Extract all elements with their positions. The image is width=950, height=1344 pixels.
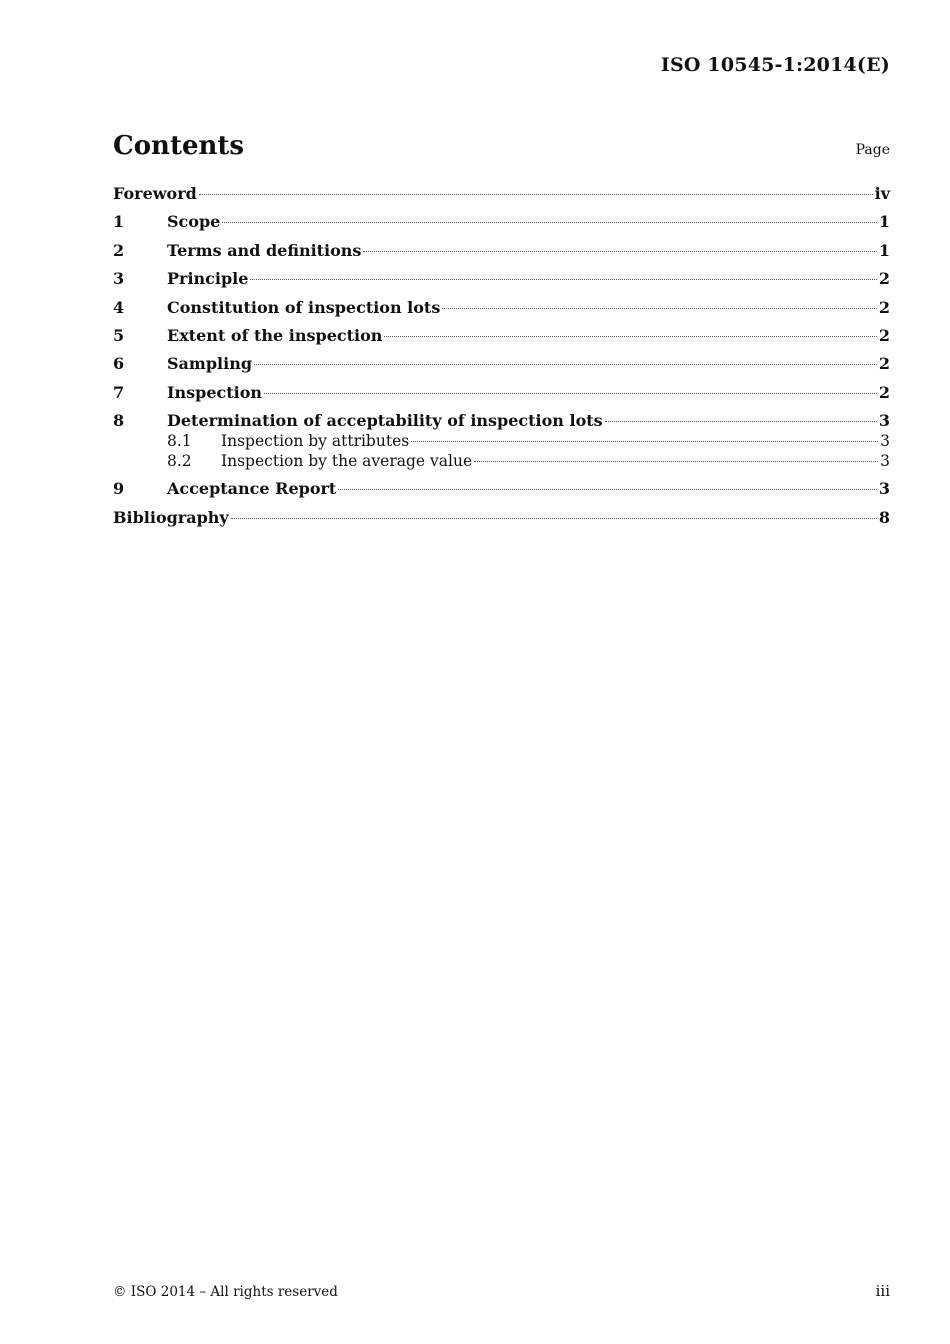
- toc-entry[interactable]: [113, 411, 890, 431]
- toc-dot-leader: [231, 518, 877, 519]
- toc-entry-title[interactable]: Sampling: [167, 354, 253, 374]
- toc-entry-title[interactable]: Inspection by the average value: [221, 452, 473, 471]
- toc-entry-number: 7: [113, 382, 125, 402]
- toc-entry-page[interactable]: 8: [878, 507, 890, 527]
- toc-entry-page[interactable]: 3: [878, 479, 890, 499]
- page-number: iii: [875, 1282, 890, 1300]
- toc-entry-title[interactable]: Constitution of inspection lots: [167, 297, 441, 317]
- toc-entry-number: 4: [113, 297, 125, 317]
- toc-dot-leader: [338, 489, 877, 490]
- toc-entry[interactable]: [113, 508, 890, 528]
- toc-entry[interactable]: [113, 383, 890, 403]
- toc-entry-number: 3: [113, 269, 125, 289]
- toc-entry-title[interactable]: Terms and definitions: [167, 240, 362, 260]
- toc-entry-number: 2: [113, 240, 125, 260]
- document-id-header: ISO 10545-1:2014(E): [660, 54, 890, 76]
- toc-entry-page[interactable]: 3: [878, 411, 890, 431]
- toc-entry[interactable]: [113, 479, 890, 499]
- toc-entry[interactable]: [113, 298, 890, 318]
- toc-dot-leader: [411, 441, 878, 442]
- toc-entry[interactable]: [113, 354, 890, 374]
- toc-entry-page[interactable]: 1: [878, 212, 890, 232]
- toc-entry[interactable]: [113, 269, 890, 289]
- toc-entry-title[interactable]: Foreword: [113, 184, 197, 203]
- toc-entry-title[interactable]: Scope: [167, 212, 221, 232]
- toc-entry[interactable]: [113, 326, 890, 346]
- toc-dot-leader: [264, 393, 877, 394]
- toc-dot-leader: [363, 251, 876, 252]
- toc-entry-page[interactable]: 2: [878, 354, 890, 374]
- toc-entry-title[interactable]: Inspection: [167, 382, 263, 402]
- toc-entry-title[interactable]: Extent of the inspection: [167, 325, 383, 345]
- toc-entry-title[interactable]: Bibliography: [113, 507, 229, 527]
- toc-entry-number: 8.1: [167, 432, 192, 451]
- toc-dot-leader: [605, 421, 877, 422]
- toc-entry-number: 1: [113, 212, 125, 232]
- toc-entry[interactable]: [113, 212, 890, 232]
- toc-dot-leader: [442, 308, 877, 309]
- toc-entry-number: 9: [113, 479, 125, 499]
- toc-dot-leader: [384, 336, 876, 337]
- toc-entry-number: 5: [113, 325, 125, 345]
- toc-entry-page[interactable]: 3: [880, 432, 890, 451]
- toc-entry-title[interactable]: Inspection by attributes: [221, 432, 410, 451]
- toc-dot-leader: [222, 222, 877, 223]
- toc-entry-title[interactable]: Principle: [167, 269, 249, 289]
- copyright-footer: © ISO 2014 – All rights reserved: [113, 1284, 338, 1300]
- table-of-contents: [113, 184, 890, 528]
- toc-dot-leader: [250, 279, 876, 280]
- toc-entry-page[interactable]: 2: [878, 269, 890, 289]
- toc-dot-leader: [199, 194, 873, 195]
- page-column-label: Page: [855, 142, 890, 158]
- toc-entry[interactable]: [113, 241, 890, 261]
- toc-entry-page[interactable]: 2: [878, 325, 890, 345]
- toc-dot-leader: [474, 461, 878, 462]
- toc-entry-title[interactable]: Determination of acceptability of inspection lots: [167, 411, 603, 431]
- toc-entry-page[interactable]: 1: [878, 240, 890, 260]
- toc-entry-page[interactable]: 2: [878, 297, 890, 317]
- toc-entry[interactable]: [113, 451, 890, 471]
- toc-entry-page[interactable]: iv: [874, 184, 890, 203]
- toc-entry-page[interactable]: 2: [878, 382, 890, 402]
- toc-entry-number: 8: [113, 411, 125, 431]
- toc-entry-number: 8.2: [167, 452, 192, 471]
- toc-entry-number: 6: [113, 354, 125, 374]
- toc-entry[interactable]: [113, 184, 890, 204]
- toc-entry[interactable]: [113, 431, 890, 451]
- toc-entry-page[interactable]: 3: [880, 452, 890, 471]
- contents-heading: Contents: [113, 131, 245, 161]
- toc-entry-title[interactable]: Acceptance Report: [167, 479, 337, 499]
- toc-dot-leader: [254, 364, 877, 365]
